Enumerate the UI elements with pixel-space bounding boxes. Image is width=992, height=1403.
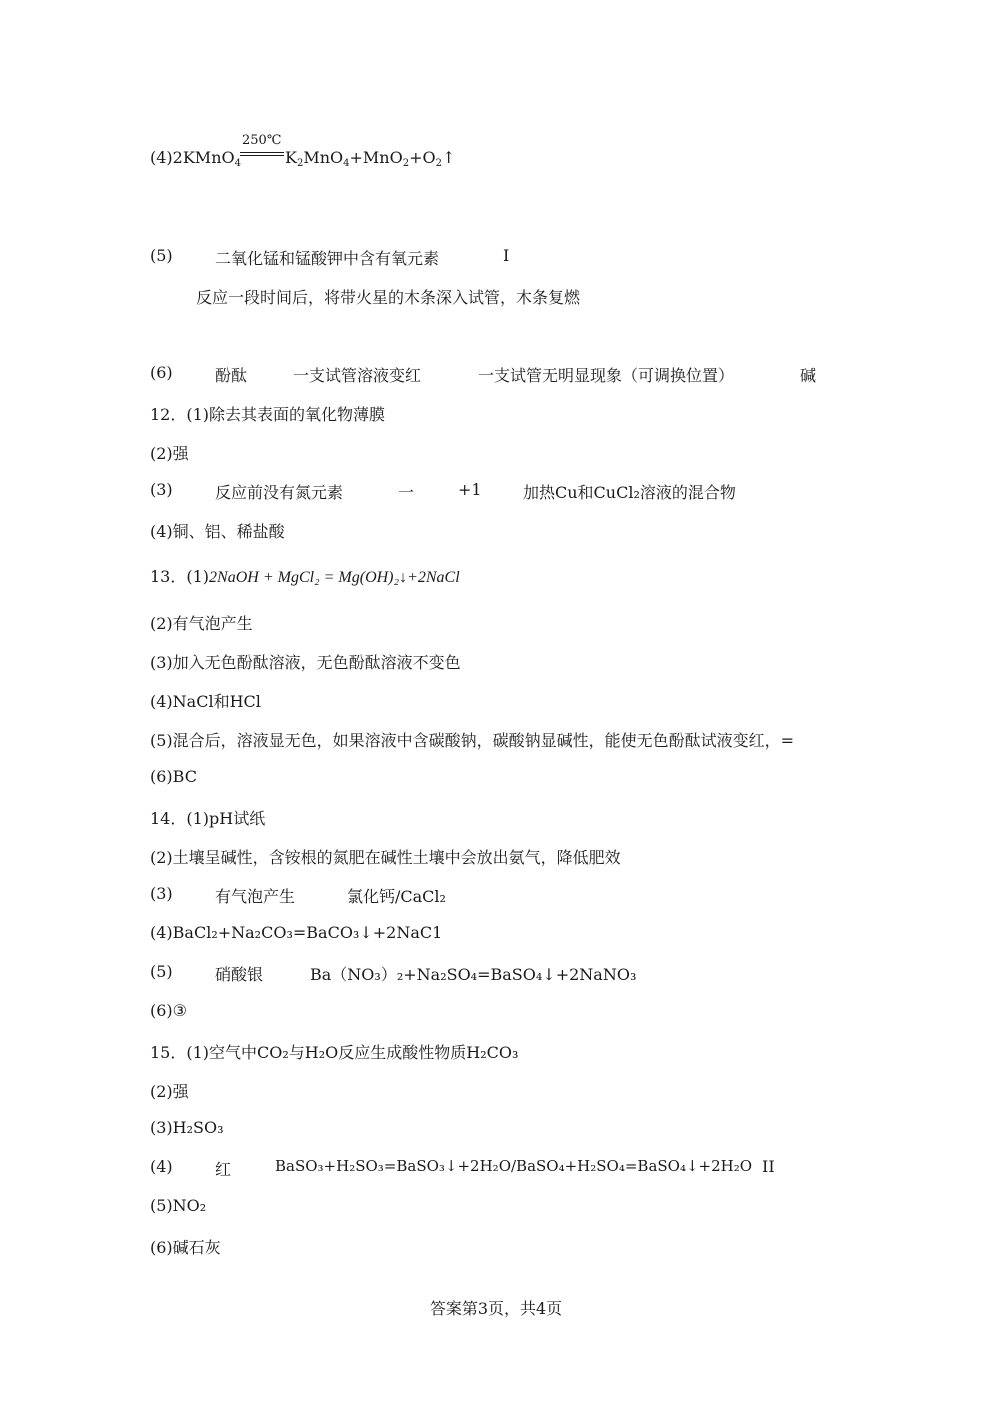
answer-text: 硝酸银 — [215, 965, 264, 984]
item-number: (5) — [150, 962, 173, 981]
equals-arrow-bottom — [240, 155, 284, 156]
answer-text: Ba（NO₃）₂+Na₂SO₄=BaSO₄↓+2NaNO₃ — [310, 965, 637, 984]
item-number: (3) — [150, 884, 173, 903]
answer-line: 12．(1)除去其表面的氧化物薄膜 — [150, 405, 386, 424]
item-number: (4) — [150, 148, 173, 167]
answer-line: (3)加入无色酚酞溶液，无色酚酞溶液不变色 — [150, 653, 461, 672]
answer-line: 15．(1)空气中CO₂与H₂O反应生成酸性物质H₂CO₃ — [150, 1043, 519, 1062]
answer-line: (2)强 — [150, 444, 189, 463]
answer-text: 碱 — [800, 366, 817, 385]
answer-text: 一 — [398, 483, 415, 502]
answer-line-11-4: (4)2KMnO$_4$ — [150, 148, 241, 169]
answer-line: (5)混合后，溶液显无色，如果溶液中含碳酸钠，碳酸钠显碱性，能使无色酚酞试液变红，= — [150, 731, 795, 750]
answer-text: 有气泡产生 — [215, 887, 296, 906]
item-number: (4) — [150, 1157, 173, 1176]
answer-text: 反应前没有氮元素 — [215, 483, 344, 502]
products: $K_2MnO_4+MnO_2+O_2↑$ — [285, 148, 456, 169]
answer-text: +1 — [458, 480, 482, 499]
answer-line: 14．(1)pH试纸 — [150, 809, 266, 828]
answer-text: 二氧化锰和锰酸钾中含有氧元素 — [215, 249, 440, 268]
answer-line: (2)强 — [150, 1082, 189, 1101]
answer-text: 一支试管无明显现象（可调换位置） — [478, 366, 735, 385]
reaction-condition: 250℃ — [242, 133, 282, 148]
answer-text: 反应一段时间后，将带火星的木条深入试管，木条复燃 — [196, 288, 581, 307]
answer-line: (6)③ — [150, 1001, 188, 1020]
page-footer: 答案第3页，共4页 — [429, 1299, 563, 1318]
answer-text: 加热Cu和CuCl₂溶液的混合物 — [523, 483, 736, 502]
item-number: (5) — [150, 246, 173, 265]
answer-text: 一支试管溶液变红 — [293, 366, 422, 385]
answer-text: 酚酞 — [215, 366, 248, 385]
answer-line: (3)H₂SO₃ — [150, 1118, 224, 1137]
answer-text: I — [503, 246, 510, 265]
answer-text: 红 — [215, 1160, 232, 1179]
equation: 2NaOH + MgCl₂ = Mg(OH)₂↓+2NaCl — [209, 569, 460, 586]
answer-line: (6)BC — [150, 767, 197, 786]
item-number: (3) — [150, 480, 173, 499]
answer-line: (6)碱石灰 — [150, 1238, 221, 1257]
answer-line: (4)铜、铝、稀盐酸 — [150, 522, 285, 541]
answer-line: 13．(1)2NaOH + MgCl₂ = Mg(OH)₂↓+2NaCl — [150, 567, 460, 586]
answer-line: (2)土壤呈碱性，含铵根的氮肥在碱性土壤中会放出氨气，降低肥效 — [150, 848, 621, 867]
answer-line: (2)有气泡产生 — [150, 614, 253, 633]
item-number: (6) — [150, 363, 173, 382]
answer-line: (4)NaCl和HCl — [150, 692, 261, 711]
answer-text: BaSO₃+H₂SO₃=BaSO₃↓+2H₂O/BaSO₄+H₂SO₄=BaSO₄↓+2H₂O — [275, 1157, 753, 1175]
answer-text: 氯化钙/CaCl₂ — [347, 887, 446, 906]
equals-arrow-top — [240, 152, 284, 153]
answer-line: (4)BaCl₂+Na₂CO₃=BaCO₃↓+2NaC1 — [150, 923, 443, 942]
answer-line: (5)NO₂ — [150, 1196, 207, 1215]
reactant: 2KMnO — [172, 148, 235, 167]
answer-text: II — [762, 1157, 775, 1176]
